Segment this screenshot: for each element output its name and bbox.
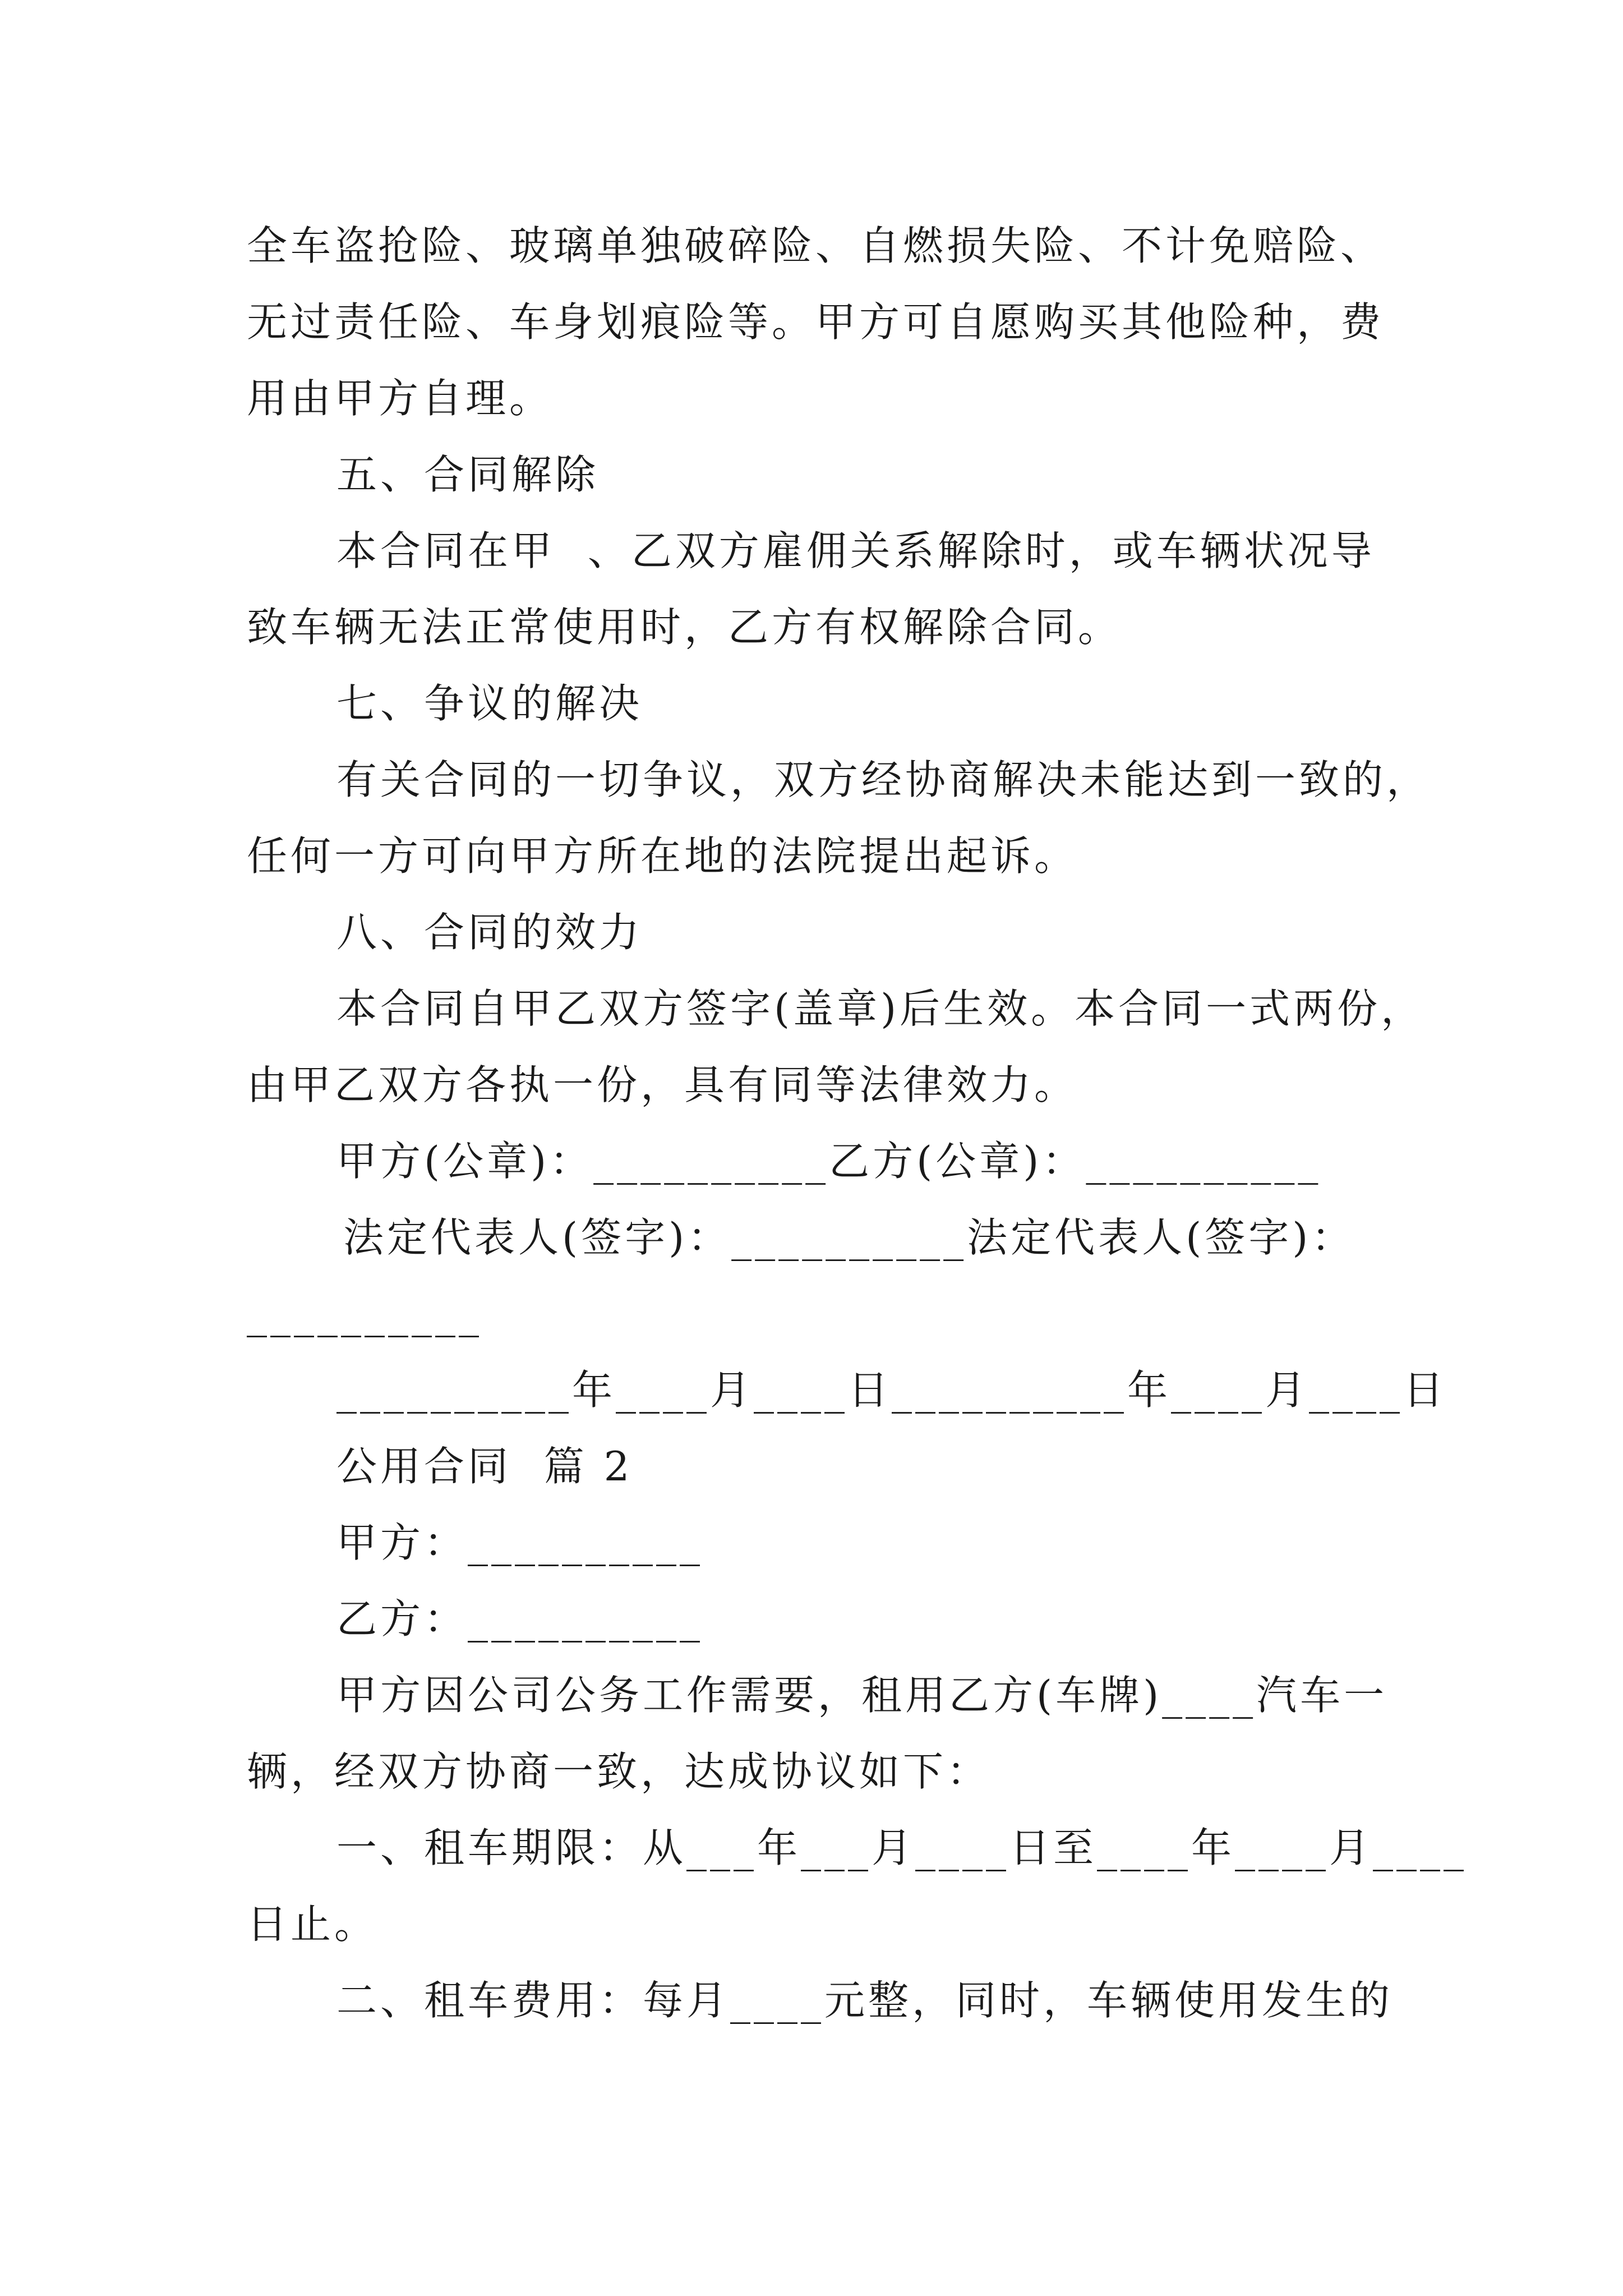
text-line: 本合同自甲乙双方签字(盖章)后生效。本合同一式两份， xyxy=(336,985,1425,1032)
party-b-line: 乙方：__________ xyxy=(336,1595,704,1642)
text-line: 致车辆无法正常使用时，乙方有权解除合同。 xyxy=(247,604,1122,651)
signature-line-representatives: 法定代表人(签字)：__________法定代表人(签字)： xyxy=(343,1214,1355,1261)
section-heading: 七、争议的解决 xyxy=(336,680,643,727)
text-line: 有关合同的一切争议，双方经协商解决未能达到一致的， xyxy=(336,756,1431,803)
section-heading: 八、合同的效力 xyxy=(336,909,643,956)
text-line: 辆，经双方协商一致，达成协议如下： xyxy=(247,1748,991,1795)
text-line: 甲方因公司公务工作需要，租用乙方(车牌)____汽车一 xyxy=(336,1672,1388,1719)
contract-title: 公用合同 篇 2 xyxy=(336,1443,633,1490)
text-line: 用由甲方自理。 xyxy=(247,375,554,422)
section-heading: 五、合同解除 xyxy=(336,451,600,498)
signature-blank: __________ xyxy=(247,1290,482,1337)
text-line: 任何一方可向甲方所在地的法院提出起诉。 xyxy=(247,832,1078,880)
rental-period-line: 一、租车期限：从___年___月____日至____年____月____ xyxy=(336,1824,1468,1871)
party-a-line: 甲方：__________ xyxy=(336,1519,704,1566)
text-line: 由甲乙双方各执一份，具有同等法律效力。 xyxy=(247,1061,1078,1108)
text-line: 本合同在甲 、乙双方雇佣关系解除时，或车辆状况导 xyxy=(336,527,1375,574)
date-line: __________年____月____日__________年____月____日 xyxy=(336,1366,1447,1414)
text-line: 全车盗抢险、玻璃单独破碎险、自燃损失险、不计免赔险、 xyxy=(247,222,1385,269)
signature-line-party-a-b: 甲方(公章)：__________乙方(公章)：__________ xyxy=(336,1138,1322,1185)
text-line: 无过责任险、车身划痕险等。甲方可自愿购买其他险种，费 xyxy=(247,298,1385,346)
rental-fee-line: 二、租车费用：每月____元整，同时，车辆使用发生的 xyxy=(336,1977,1394,2024)
text-line: 日止。 xyxy=(247,1901,379,1948)
